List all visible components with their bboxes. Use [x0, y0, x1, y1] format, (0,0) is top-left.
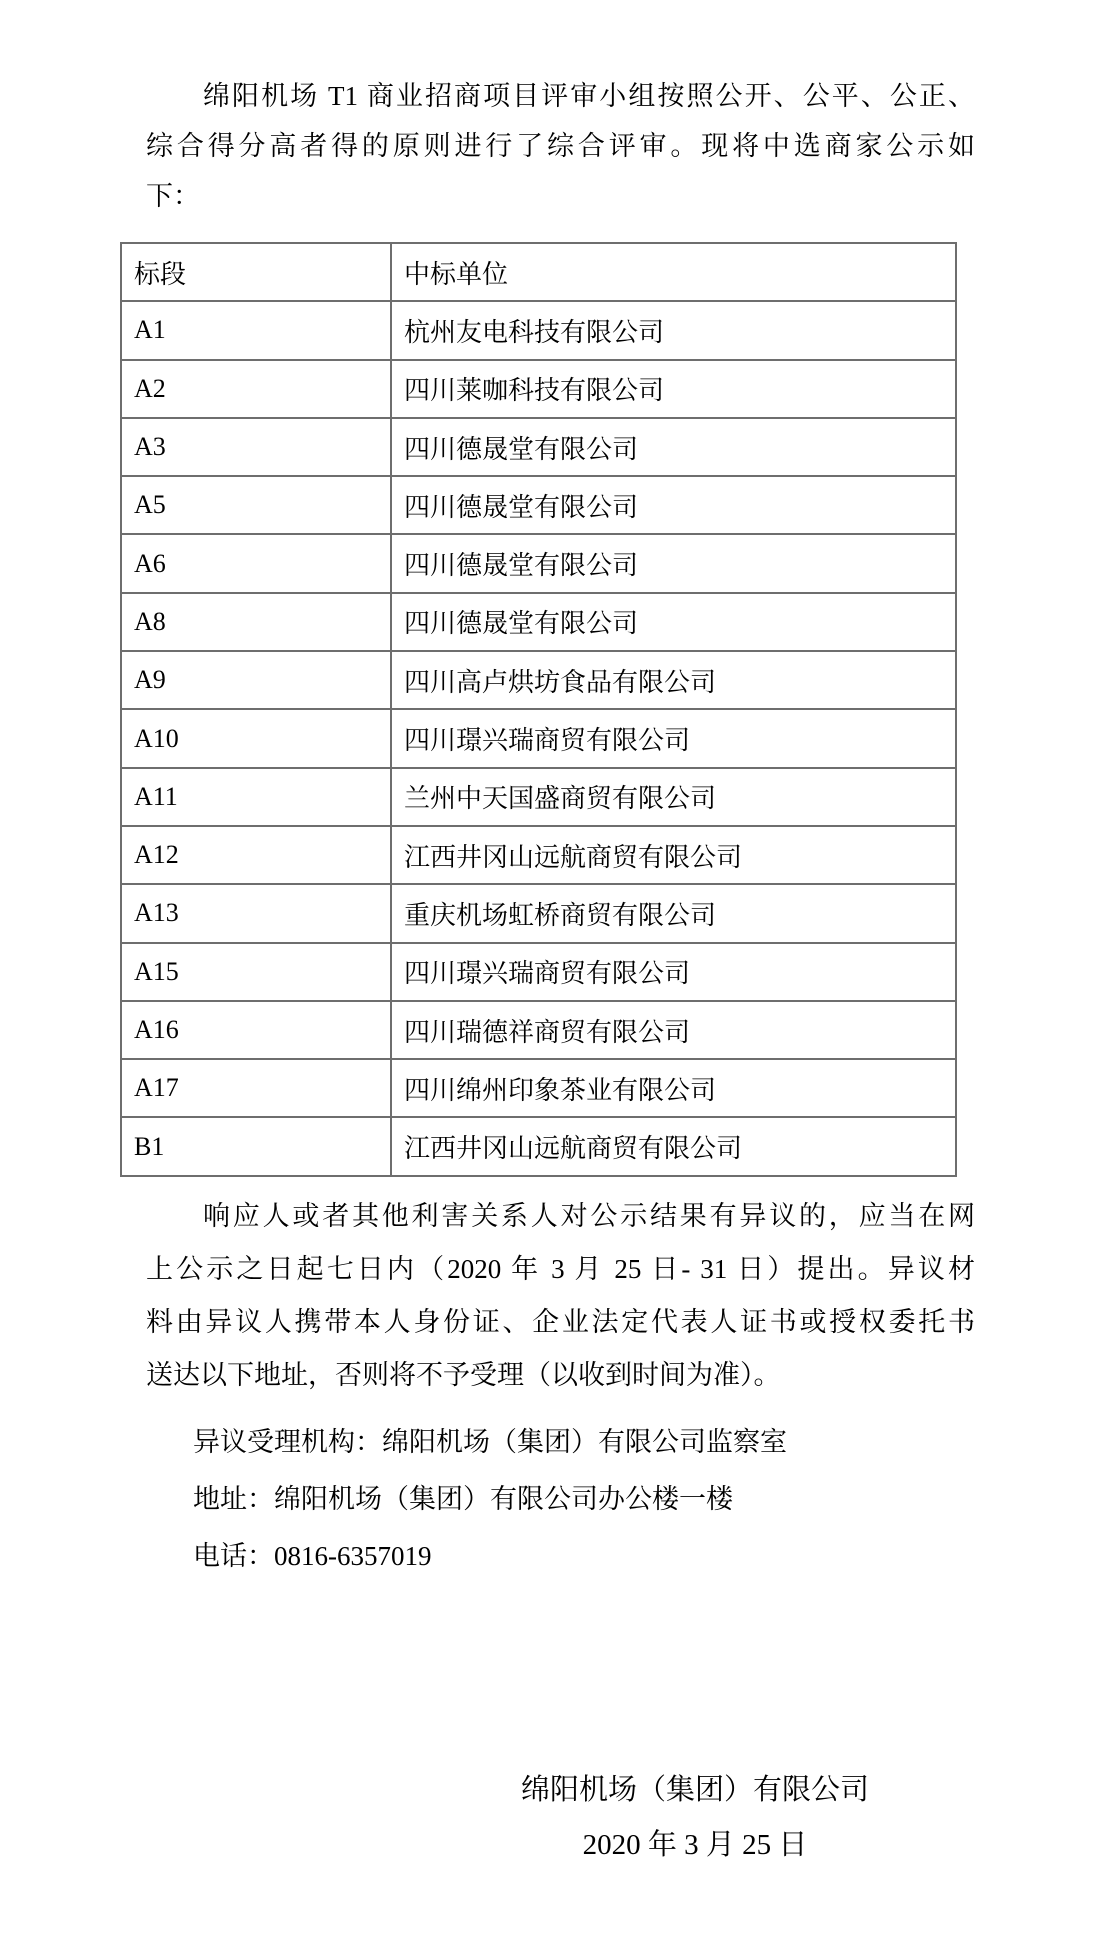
table-header-section: 标段	[122, 244, 392, 302]
winner-cell: 重庆机场虹桥商贸有限公司	[392, 885, 957, 943]
winner-cell: 江西井冈山远航商贸有限公司	[392, 1118, 957, 1176]
winner-cell: 四川高卢烘坊食品有限公司	[392, 652, 957, 710]
winner-cell: 四川德晟堂有限公司	[392, 477, 957, 535]
table-header-winner: 中标单位	[392, 244, 957, 302]
winner-cell: 四川绵州印象茶业有限公司	[392, 1060, 957, 1118]
intro-line: 综合得分高者得的原则进行了综合评审。现将中选商家公示如	[146, 131, 975, 161]
section-cell: A15	[122, 944, 392, 1002]
contact-line: 异议受理机构：绵阳机场（集团）有限公司监察室	[193, 1427, 787, 1457]
signature-company: 绵阳机场（集团）有限公司	[520, 1774, 869, 1806]
intro-paragraph	[146, 71, 975, 221]
section-cell: A2	[122, 361, 392, 419]
contact-line: 电话：0816-6357019	[193, 1541, 432, 1571]
winner-cell: 杭州友电科技有限公司	[392, 302, 957, 360]
results-table	[120, 242, 957, 1177]
winner-cell: 四川德晟堂有限公司	[392, 419, 957, 477]
signature-date: 2020 年 3 月 25 日	[582, 1829, 808, 1861]
section-cell: A16	[122, 1002, 392, 1060]
contact-line: 地址：绵阳机场（集团）有限公司办公楼一楼	[193, 1484, 733, 1514]
section-cell: A9	[122, 652, 392, 710]
section-cell: A11	[122, 769, 392, 827]
section-cell: A8	[122, 594, 392, 652]
winner-cell: 四川璟兴瑞商贸有限公司	[392, 710, 957, 768]
intro-line: 绵阳机场 T1 商业招商项目评审小组按照公开、公平、公正、	[203, 81, 975, 111]
objection-line: 料由异议人携带本人身份证、企业法定代表人证书或授权委托书	[146, 1307, 975, 1337]
winner-cell: 兰州中天国盛商贸有限公司	[392, 769, 957, 827]
section-cell: A17	[122, 1060, 392, 1118]
objection-line: 上公示之日起七日内（2020 年 3 月 25 日- 31 日）提出。异议材	[146, 1254, 975, 1284]
contact-block	[146, 1414, 975, 1585]
winner-cell: 四川德晟堂有限公司	[392, 594, 957, 652]
section-cell: A1	[122, 302, 392, 360]
section-cell: A6	[122, 535, 392, 593]
winner-cell: 四川瑞德祥商贸有限公司	[392, 1002, 957, 1060]
winner-cell: 四川璟兴瑞商贸有限公司	[392, 944, 957, 1002]
signature-block	[410, 1763, 980, 1873]
objection-paragraph	[146, 1190, 975, 1402]
section-cell: A10	[122, 710, 392, 768]
winner-cell: 四川德晟堂有限公司	[392, 535, 957, 593]
section-cell: A5	[122, 477, 392, 535]
winner-cell: 江西井冈山远航商贸有限公司	[392, 827, 957, 885]
objection-line: 送达以下地址，否则将不予受理（以收到时间为准）。	[146, 1360, 781, 1390]
section-cell: A13	[122, 885, 392, 943]
section-cell: A3	[122, 419, 392, 477]
intro-line: 下：	[146, 181, 200, 211]
section-cell: A12	[122, 827, 392, 885]
section-cell: B1	[122, 1118, 392, 1176]
winner-cell: 四川莱咖科技有限公司	[392, 361, 957, 419]
objection-line: 响应人或者其他利害关系人对公示结果有异议的，应当在网	[203, 1201, 975, 1231]
